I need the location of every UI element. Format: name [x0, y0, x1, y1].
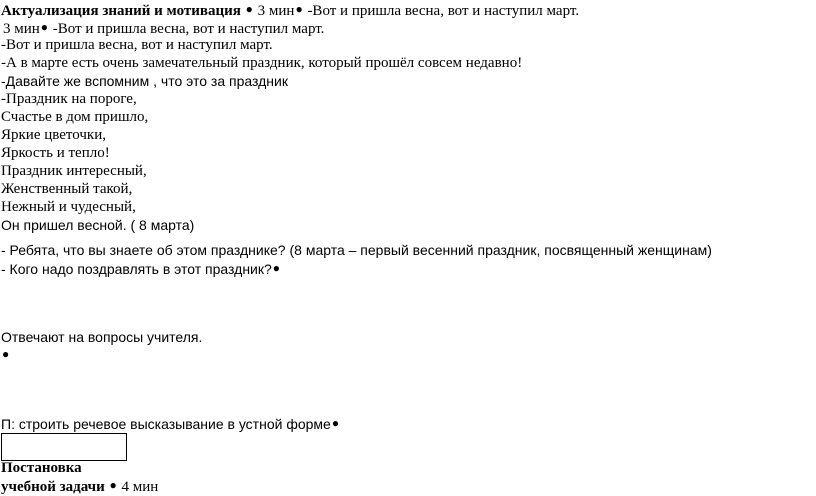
- bullet-icon: ●: [2, 347, 10, 361]
- poem-line: Счастье в дом пришло,: [1, 109, 149, 125]
- duration-line: [3, 18, 324, 38]
- bullet-icon: ●: [331, 416, 340, 430]
- text-line: -Давайте же вспомним , что это за праздник: [1, 73, 288, 89]
- poem-line: Яркие цветочки,: [1, 127, 106, 143]
- stage-title: Постановка: [1, 460, 82, 476]
- stage-subtitle-line: [1, 476, 158, 496]
- stage-duration: 4 мин: [121, 479, 159, 495]
- poem-line: Он пришел весной. ( 8 марта): [1, 217, 195, 233]
- question-line: [1, 259, 281, 278]
- section-duration: 3 мин: [257, 3, 295, 19]
- bullet-icon: ●: [40, 20, 49, 34]
- bullet-icon: ●: [245, 2, 253, 16]
- bullet-icon: ●: [295, 2, 303, 16]
- bullet-icon: ●: [109, 478, 117, 492]
- poem-line: Нежный и чудесный,: [1, 199, 136, 215]
- poem-line: -Праздник на пороге,: [1, 91, 137, 107]
- stage-title: учебной задачи: [1, 479, 105, 495]
- intro-text: -Вот и пришла весна, вот и наступил март.: [307, 3, 580, 19]
- poem-line: Женственный такой,: [1, 181, 133, 197]
- question-line: - Ребята, что вы знаете об этом празднике? (8 марта – первый весенний праздник, посвященный женщинам): [1, 242, 712, 258]
- intro-text: -Вот и пришла весна, вот и наступил март.: [52, 21, 325, 37]
- skill-text: П: строить речевое высказывание в устной форме: [1, 416, 331, 432]
- bullet-line: [1, 345, 10, 365]
- poem-line: Яркость и тепло!: [1, 145, 110, 161]
- section-header: [1, 0, 579, 20]
- section-duration: 3 мин: [3, 21, 40, 37]
- question-text: - Кого надо поздравлять в этот праздник?: [1, 261, 272, 277]
- text-line: -Вот и пришла весна, вот и наступил март.: [1, 37, 273, 53]
- bullet-icon: ●: [272, 261, 281, 275]
- section-title: Актуализация знаний и мотивация: [1, 3, 241, 19]
- text-line: -А в марте есть очень замечательный праздник, который прошёл совсем недавно!: [1, 55, 523, 71]
- empty-cell-box: [1, 433, 127, 461]
- poem-line: Праздник интересный,: [1, 163, 147, 179]
- skill-line: [1, 414, 340, 433]
- student-activity: Отвечают на вопросы учителя.: [1, 329, 203, 345]
